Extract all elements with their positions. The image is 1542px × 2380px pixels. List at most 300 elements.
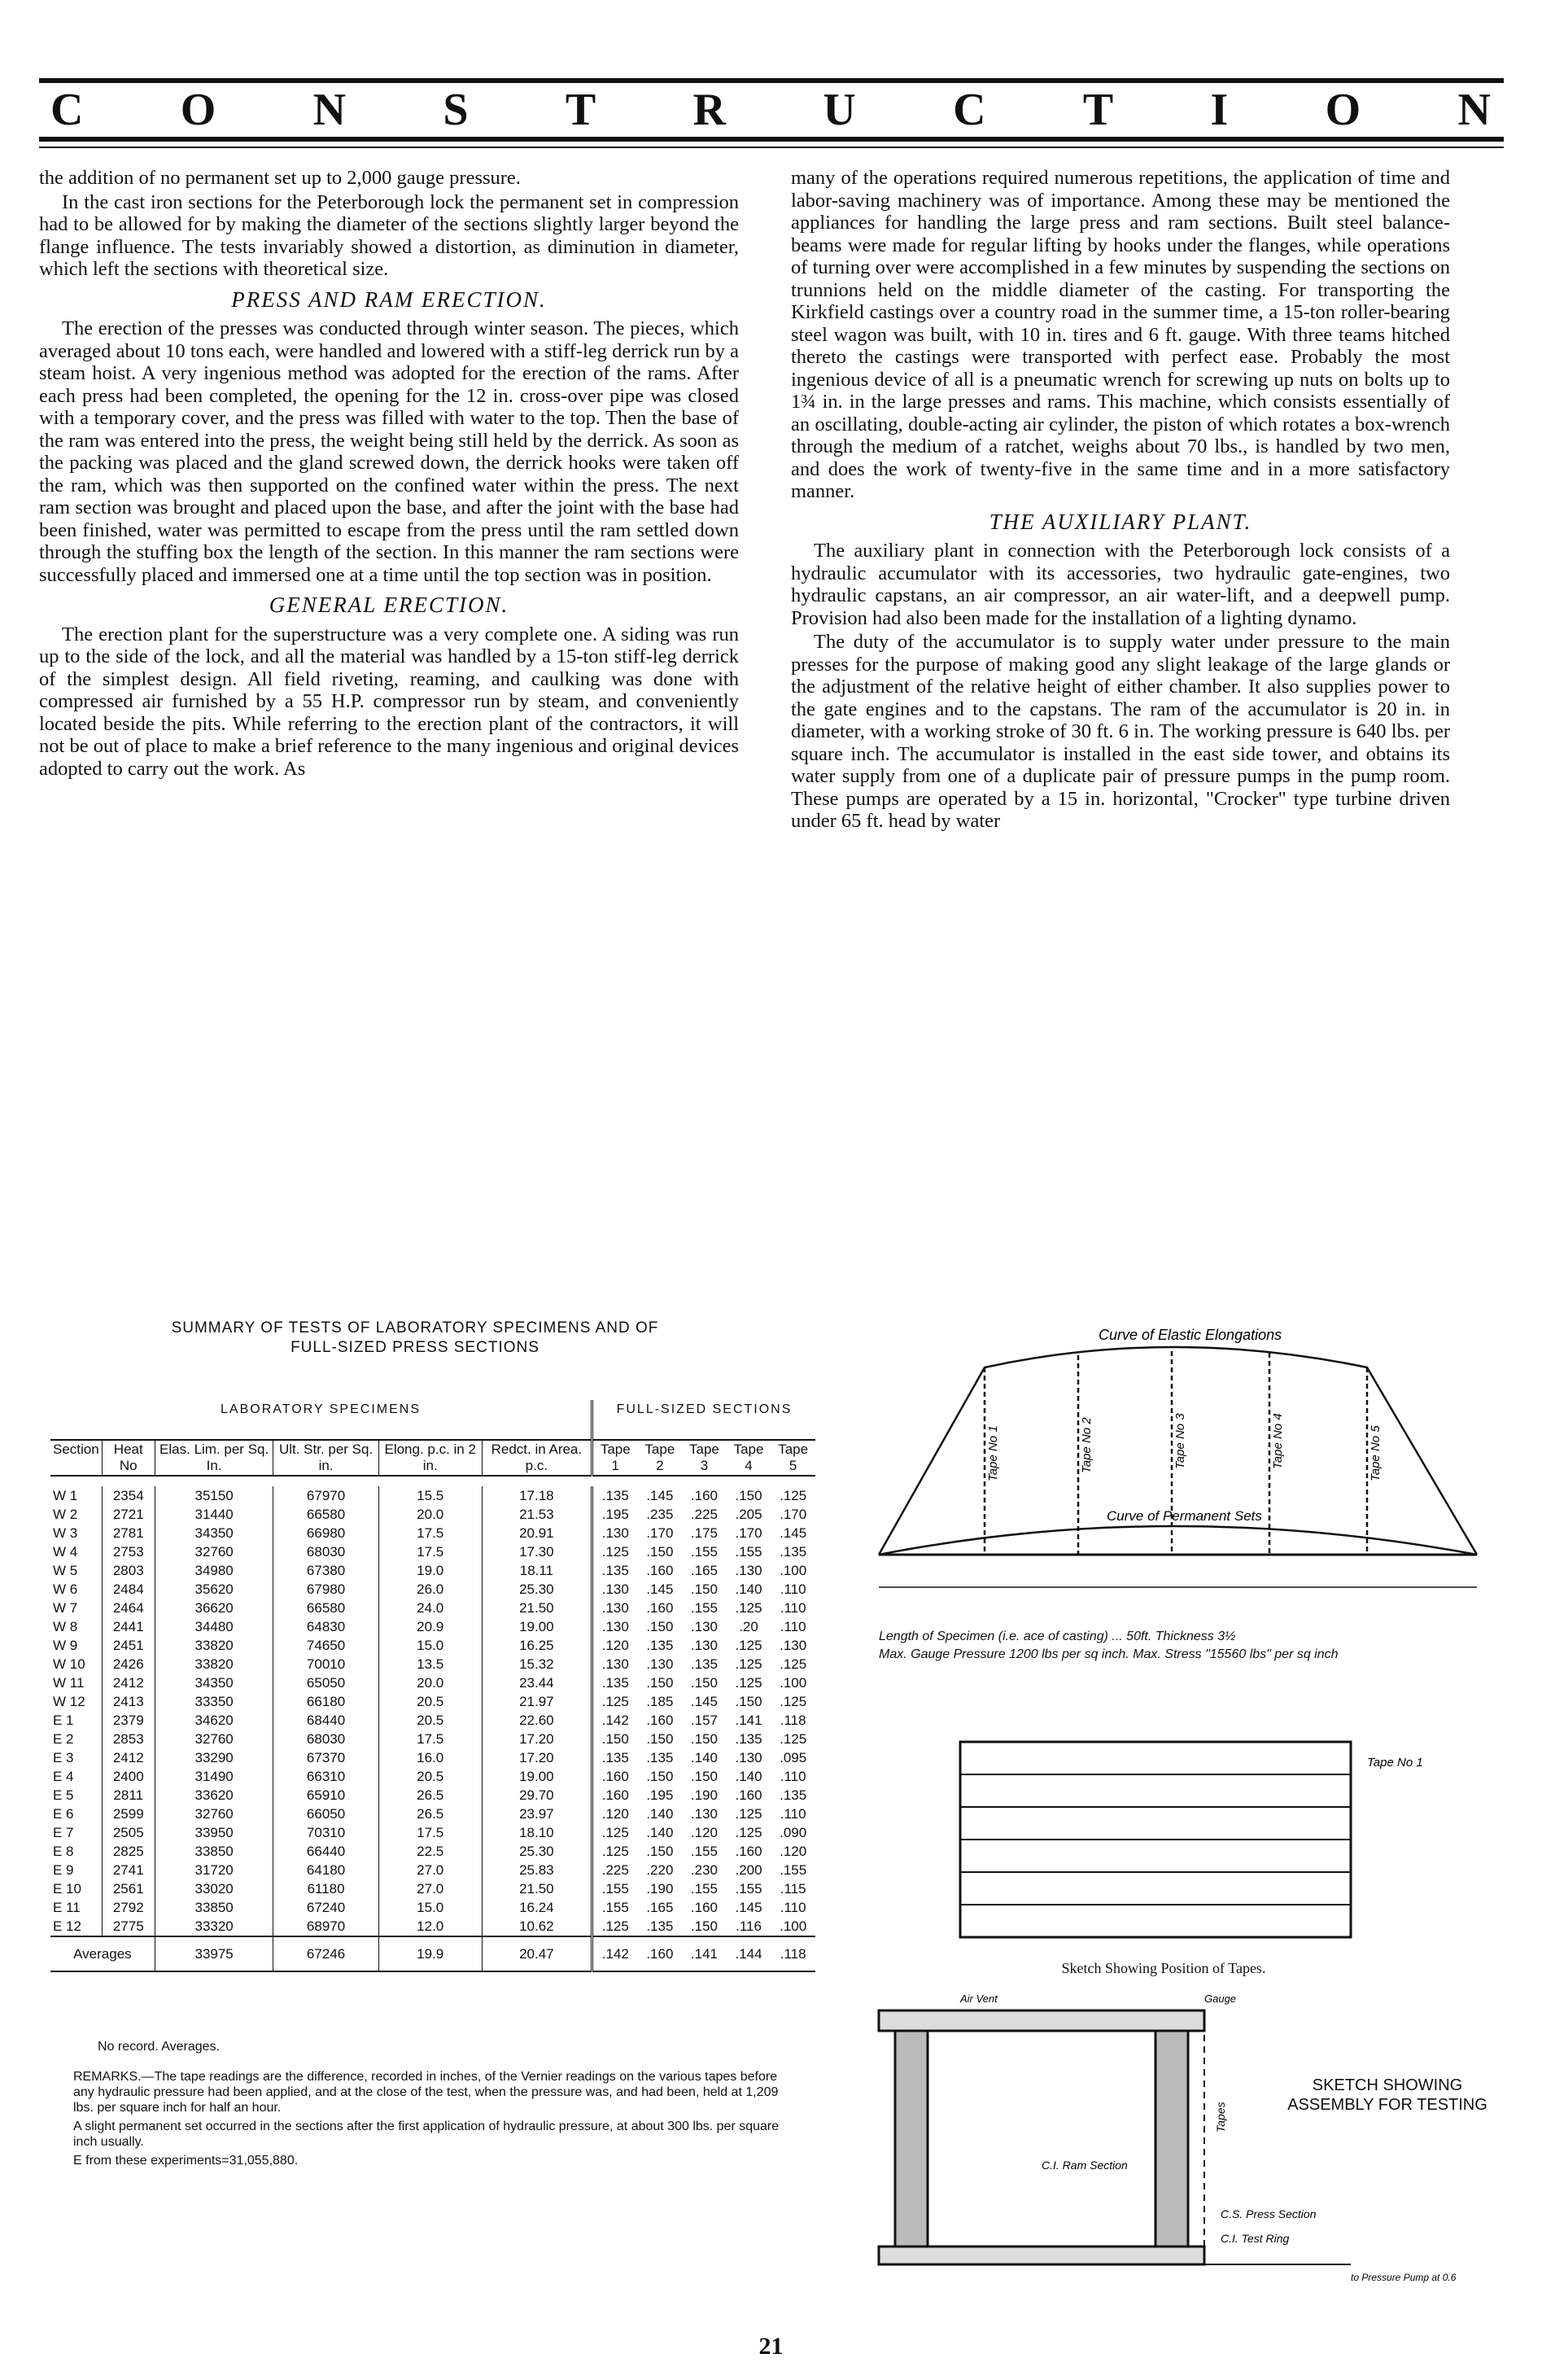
table-cell: 32760 [155, 1805, 273, 1823]
table-cell: 64180 [273, 1861, 378, 1879]
table-cell: E 5 [50, 1786, 102, 1805]
table-cell: .141 [735, 1713, 762, 1728]
table-cell: 33820 [155, 1636, 273, 1655]
table-cell: 2412 [102, 1748, 155, 1767]
table-cell: .195 [646, 1787, 674, 1803]
table-cell: 13.5 [378, 1655, 482, 1673]
table-cell: E 1 [50, 1711, 102, 1730]
table-cell: .140 [735, 1769, 762, 1784]
right-column [791, 167, 1450, 834]
masthead [39, 78, 1504, 142]
table-body [50, 1476, 815, 1971]
table-cell: .235 [646, 1507, 674, 1522]
spacer-cell [378, 1476, 482, 1486]
table-cell: 2803 [102, 1561, 155, 1580]
table-cell: .110 [780, 1600, 806, 1616]
table-cell: 34350 [155, 1673, 273, 1692]
averages-cell: .118 [771, 1936, 815, 1971]
table-cell: 22.60 [482, 1711, 592, 1730]
column-header: Heat No [102, 1440, 155, 1476]
heading-press-ram-erection: PRESS AND RAM ERECTION. [231, 287, 547, 312]
table-cell: .130 [690, 1638, 718, 1653]
table-cell: .150 [646, 1675, 674, 1691]
table-cell: 32760 [155, 1730, 273, 1748]
table-cell: 18.11 [482, 1561, 592, 1580]
table-cell: 12.0 [378, 1917, 482, 1936]
table-cell: 17.5 [378, 1524, 482, 1542]
table-cell: 20.5 [378, 1767, 482, 1786]
table-cell: 33850 [155, 1898, 273, 1917]
masthead-letter: R [692, 85, 727, 135]
table-cell: 26.5 [378, 1805, 482, 1823]
table-cell: .165 [690, 1563, 718, 1578]
table-cell: W 9 [50, 1636, 102, 1655]
table-cell: 19.00 [482, 1617, 592, 1636]
left-paragraph-2: In the cast iron sections for the Peterborough lock the permanent set in compression had to be allowed for by making the diameter of the sections slightly larger beyond the flange influence. The tests invariably showed a distortion, as diminution in diameter, which left the sections with theoretical size. [39, 190, 739, 280]
table-cell: .130 [601, 1619, 629, 1634]
table-row [50, 1842, 815, 1861]
table-cell: .190 [690, 1787, 718, 1803]
table-cell: 21.53 [482, 1505, 592, 1524]
table-cell: .150 [646, 1544, 674, 1560]
table-header-row [50, 1440, 815, 1476]
table-cell: .155 [690, 1844, 718, 1859]
assembly-sketch-title: SKETCH SHOWING ASSEMBLY FOR TESTING [1287, 2076, 1487, 2114]
table-cell: 34350 [155, 1524, 273, 1542]
masthead-rule [39, 147, 1504, 148]
table-cell: 2354 [102, 1486, 155, 1505]
spacer-cell [155, 1476, 273, 1486]
table-cell: .150 [690, 1769, 718, 1784]
table-cell: .125 [601, 1918, 629, 1934]
table-cell: 20.91 [482, 1524, 592, 1542]
table-cell: 23.97 [482, 1805, 592, 1823]
table-cell: .160 [735, 1787, 762, 1803]
table-cell: 27.0 [378, 1879, 482, 1898]
table-cell: 2721 [102, 1505, 155, 1524]
table-cell: .110 [780, 1619, 806, 1634]
right-wall [1155, 2031, 1188, 2251]
table-cell: .190 [646, 1881, 674, 1897]
table-cell: W 10 [50, 1655, 102, 1673]
table-cell: 2753 [102, 1542, 155, 1561]
table-cell: 34480 [155, 1617, 273, 1636]
table-cell: W 4 [50, 1542, 102, 1561]
table-cell: 23.44 [482, 1673, 592, 1692]
table-cell: .145 [646, 1582, 674, 1597]
table-row [50, 1711, 815, 1730]
table-row [50, 1524, 815, 1542]
table-cell: 17.18 [482, 1486, 592, 1505]
table-row [50, 1823, 815, 1842]
table-cell: .130 [690, 1806, 718, 1822]
table-cell: .130 [735, 1563, 762, 1578]
right-paragraph-2: The auxiliary plant in connection with the Peterborough lock consists of a hydraulic accumulator with its accessories, two hydraulic gate-engines, two hydraulic capstans, an air compressor, an air water-lift, and a deepwell pump. Provision had also been made for the installation of a lighting dynamo. [791, 540, 1450, 629]
table-row [50, 1636, 815, 1655]
table-title [65, 1319, 765, 1358]
tape-position-sketch [911, 1709, 1423, 1970]
tape-label-1: Tape No 1 [986, 1425, 1000, 1481]
table-title-line-2: FULL-SIZED PRESS SECTIONS [290, 1339, 539, 1356]
table-cell: .140 [646, 1825, 674, 1840]
table-cell: .125 [601, 1825, 629, 1840]
table-cell: 66980 [273, 1524, 378, 1542]
column-header: Elong. p.c. in 2 in. [378, 1440, 482, 1476]
table-cell: 36620 [155, 1599, 273, 1617]
table-cell: 17.5 [378, 1730, 482, 1748]
left-paragraph-4: The erection plant for the superstructure was a very complete one. A siding was run up to the side of the lock, and all the material was handled by a 15-ton stiff-leg derrick of the simplest design. All field riveting, reaming, and caulking was done with compressed air furnished by a 55 H.P. compressor run by steam, and conveniently located beside the pits. While referring to the erection plant of the contractors, it will not be out of place to make a brief reference to the many ingenious and original devices adopted to carry out the work. As [39, 623, 739, 780]
table-cell: 35620 [155, 1580, 273, 1599]
tape-sketch-caption: Sketch Showing Position of Tapes. [1061, 1960, 1266, 1976]
table-cell: 17.30 [482, 1542, 592, 1561]
table-cell: .110 [780, 1769, 806, 1784]
table-cell: .115 [780, 1881, 806, 1897]
table-cell: 18.10 [482, 1823, 592, 1842]
table-cell: 29.70 [482, 1786, 592, 1805]
table-cell: 33020 [155, 1879, 273, 1898]
table-cell: .150 [646, 1844, 674, 1859]
table-row [50, 1879, 815, 1898]
table-spacer [50, 1476, 815, 1486]
table-cell: 15.0 [378, 1898, 482, 1917]
table-cell: 68030 [273, 1542, 378, 1561]
table-cell: .125 [735, 1656, 762, 1672]
table-cell: W 2 [50, 1505, 102, 1524]
table-cell: 15.0 [378, 1636, 482, 1655]
permanent-set-curve [879, 1526, 1477, 1555]
table-cell: 2853 [102, 1730, 155, 1748]
masthead-letter: N [1457, 85, 1492, 135]
masthead-letter: N [312, 85, 348, 135]
left-paragraph-1: the addition of no permanent set up to 2,000 gauge pressure. [39, 167, 521, 189]
table-cell: E 11 [50, 1898, 102, 1917]
table-cell: .120 [601, 1638, 629, 1653]
table-cell: .125 [780, 1694, 807, 1709]
table-row [50, 1617, 815, 1636]
table-cell: 2561 [102, 1879, 155, 1898]
table-cell: .170 [735, 1525, 762, 1541]
table-cell: .125 [735, 1806, 762, 1822]
table-cell: 2775 [102, 1917, 155, 1936]
table-cell: .160 [735, 1844, 762, 1859]
permanent-curve-label: Curve of Permanent Sets [1107, 1508, 1262, 1524]
table-cell: 15.5 [378, 1486, 482, 1505]
table-cell: W 3 [50, 1524, 102, 1542]
table-cell: .150 [601, 1731, 629, 1747]
table-row [50, 1505, 815, 1524]
table-cell: .160 [601, 1787, 629, 1803]
table-cell: 2413 [102, 1692, 155, 1711]
gauge-label: Gauge [1204, 1993, 1237, 2005]
table-cell: .195 [601, 1507, 629, 1522]
table-cell: W 7 [50, 1599, 102, 1617]
table-cell: .135 [601, 1488, 629, 1503]
table-cell: 66310 [273, 1767, 378, 1786]
table-cell: 2451 [102, 1636, 155, 1655]
table-cell: 2426 [102, 1655, 155, 1673]
table-row [50, 1580, 815, 1599]
air-vent-label: Air Vent [960, 1993, 998, 2005]
table-cell: 66580 [273, 1505, 378, 1524]
table-cell: E 9 [50, 1861, 102, 1879]
table-cell: W 11 [50, 1673, 102, 1692]
averages-cell: 67246 [273, 1936, 378, 1971]
table-cell: .090 [780, 1825, 807, 1840]
table-cell: 26.0 [378, 1580, 482, 1599]
table-cell: 32760 [155, 1542, 273, 1561]
table-cell: .120 [780, 1844, 807, 1859]
table-cell: .155 [690, 1600, 718, 1616]
table-cell: .20 [739, 1619, 758, 1634]
spacer-cell [682, 1476, 727, 1486]
table-row [50, 1861, 815, 1879]
test-assembly-sketch [863, 1986, 1497, 2287]
tapes-label: Tapes [1214, 2102, 1227, 2133]
table-cell: .120 [601, 1806, 629, 1822]
table-cell: .110 [780, 1806, 806, 1822]
averages-cell: 20.47 [482, 1936, 592, 1971]
table-row [50, 1767, 815, 1786]
spacer-cell [592, 1476, 638, 1486]
table-row [50, 1898, 815, 1917]
test-ring-label: C.I. Test Ring [1221, 2232, 1290, 2245]
elastic-curve-label: Curve of Elastic Elongations [1099, 1327, 1282, 1343]
table-cell: 2464 [102, 1599, 155, 1617]
table-cell: .135 [735, 1731, 762, 1747]
table-cell: 34620 [155, 1711, 273, 1730]
table-cell: 20.0 [378, 1505, 482, 1524]
group-header-laboratory: LABORATORY SPECIMENS [50, 1400, 592, 1440]
table-row [50, 1561, 815, 1580]
column-header: Redct. in Area. p.c. [482, 1440, 592, 1476]
table-cell: 20.0 [378, 1673, 482, 1692]
table-cell: .140 [646, 1806, 674, 1822]
table-cell: 2781 [102, 1524, 155, 1542]
permanent-set-note: A slight permanent set occurred in the sections after the first application of hydraulic pressure, at about 300 lbs. per square inch usually. [73, 2120, 780, 2149]
table-cell: 20.5 [378, 1692, 482, 1711]
table-cell: 25.30 [482, 1580, 592, 1599]
tape-label-3: Tape No 3 [1173, 1413, 1187, 1469]
table-cell: 2825 [102, 1842, 155, 1861]
table-cell: .100 [780, 1918, 807, 1934]
table-cell: 64830 [273, 1617, 378, 1636]
table-row [50, 1655, 815, 1673]
averages-cell: .144 [727, 1936, 771, 1971]
table-cell: W 1 [50, 1486, 102, 1505]
table-cell: 65910 [273, 1786, 378, 1805]
table-row [50, 1542, 815, 1561]
spacer-cell [727, 1476, 771, 1486]
left-paragraph-3: The erection of the presses was conducted through winter season. The pieces, which averaged about 10 tons each, were handled and lowered with a stiff-leg derrick run by a steam hoist. A very ingenious method was adopted for the erection of the rams. After each press had been completed, the opening for the 12 in. cross-over pipe was closed with a temporary cover, and the press was filled with water to the top. Then the base of the ram was entered into the press, the weight being still held by the derrick. As soon as the packing was placed and the gland screwed down, the derrick hooks were taken off the ram, which was then supported on the confined water within the press. The next ram section was brought and placed upon the base, and after the joint with the base had been finished, water was permitted to escape from the press until the ram settled down through the stuffing box the length of the section. In this manner the ram sections were successfully placed and immersed one at a time until the top section was in position. [39, 317, 739, 586]
table-cell: .125 [780, 1656, 807, 1672]
table-cell: E 8 [50, 1842, 102, 1861]
table-cell: E 10 [50, 1879, 102, 1898]
table-cell: 25.83 [482, 1861, 592, 1879]
table-cell: .125 [735, 1825, 762, 1840]
page-number: 21 [758, 2333, 784, 2360]
table-cell: .100 [780, 1563, 807, 1578]
table-cell: .150 [646, 1769, 674, 1784]
table-cell: .150 [690, 1675, 718, 1691]
table-cell: 74650 [273, 1636, 378, 1655]
table-cell: E 6 [50, 1805, 102, 1823]
averages-cell: Averages [50, 1936, 155, 1971]
table-cell: .150 [646, 1731, 674, 1747]
table-cell: 66180 [273, 1692, 378, 1711]
tape-label-2: Tape No 2 [1080, 1417, 1094, 1473]
table-cell: 22.5 [378, 1842, 482, 1861]
table-cell: .160 [646, 1563, 674, 1578]
table-cell: .155 [690, 1881, 718, 1897]
table-cell: 19.00 [482, 1767, 592, 1786]
table-cell: 2599 [102, 1805, 155, 1823]
table-cell: .125 [601, 1694, 629, 1709]
table-cell: 26.5 [378, 1786, 482, 1805]
averages-cell: .141 [682, 1936, 727, 1971]
table-cell: .125 [735, 1638, 762, 1653]
table-cell: E 2 [50, 1730, 102, 1748]
table-cell: .150 [690, 1582, 718, 1597]
table-cell: .150 [646, 1619, 674, 1634]
table-row [50, 1673, 815, 1692]
table-cell: .125 [601, 1844, 629, 1859]
averages-cell: .142 [592, 1936, 638, 1971]
table-cell: .135 [601, 1563, 629, 1578]
table-cell: W 8 [50, 1617, 102, 1636]
table-cell: .135 [601, 1750, 629, 1765]
table-cell: W 12 [50, 1692, 102, 1711]
table-cell: 34980 [155, 1561, 273, 1580]
table-cell: .155 [735, 1881, 762, 1897]
table-cell: 10.62 [482, 1917, 592, 1936]
table-cell: 20.9 [378, 1617, 482, 1636]
table-cell: 31490 [155, 1767, 273, 1786]
table-cell: .135 [646, 1638, 674, 1653]
table-cell: 2379 [102, 1711, 155, 1730]
table-cell: 67240 [273, 1898, 378, 1917]
table-cell: 25.30 [482, 1842, 592, 1861]
masthead-letter: O [1325, 85, 1363, 135]
table-cell: .130 [646, 1656, 674, 1672]
table-cell: .125 [735, 1600, 762, 1616]
press-section-label: C.S. Press Section [1221, 2207, 1317, 2220]
table-cell: 68970 [273, 1917, 378, 1936]
table-cell: 70010 [273, 1655, 378, 1673]
table-cell: .135 [601, 1675, 629, 1691]
table-cell: .155 [690, 1544, 718, 1560]
averages-row [50, 1936, 815, 1971]
table-row [50, 1805, 815, 1823]
table-cell: .110 [780, 1582, 806, 1597]
table-cell: 31440 [155, 1505, 273, 1524]
table-cell: 20.5 [378, 1711, 482, 1730]
spacer-cell [482, 1476, 592, 1486]
table-cell: .145 [690, 1694, 718, 1709]
table-cell: .135 [690, 1656, 718, 1672]
column-header: Tape 3 [682, 1440, 727, 1476]
table-cell: .145 [735, 1900, 762, 1915]
table-cell: 16.24 [482, 1898, 592, 1917]
table-cell: 33950 [155, 1823, 273, 1842]
table-row [50, 1917, 815, 1936]
ram-section-label: C.I. Ram Section [1042, 2159, 1128, 2172]
table-cell: 33850 [155, 1842, 273, 1861]
spacer-cell [50, 1476, 102, 1486]
table-cell: E 7 [50, 1823, 102, 1842]
table-cell: 2792 [102, 1898, 155, 1917]
table-cell: 33820 [155, 1655, 273, 1673]
test-ring [879, 2247, 1204, 2264]
table-cell: .225 [601, 1862, 629, 1878]
table-cell: .116 [736, 1918, 762, 1934]
table-cell: W 6 [50, 1580, 102, 1599]
table-cell: 17.20 [482, 1748, 592, 1767]
table-cell: .145 [646, 1488, 674, 1503]
table-cell: 33620 [155, 1786, 273, 1805]
table-cell: 15.32 [482, 1655, 592, 1673]
table-cell: 66580 [273, 1599, 378, 1617]
table-cell: 27.0 [378, 1861, 482, 1879]
column-header: Tape 2 [638, 1440, 683, 1476]
table-cell: 17.5 [378, 1823, 482, 1842]
table-cell: .230 [690, 1862, 718, 1878]
spacer-cell [638, 1476, 683, 1486]
table-title-line-1: SUMMARY OF TESTS OF LABORATORY SPECIMENS AND OF [171, 1319, 659, 1337]
left-column [39, 167, 739, 781]
table-cell: E 3 [50, 1748, 102, 1767]
column-header: Tape 5 [771, 1440, 815, 1476]
right-paragraph-3: The duty of the accumulator is to supply water under pressure to the main presses for the purpose of making good any slight leakage of the large glands or the adjustment of the relative height of either chamber. It also supplies power to the gate engines and to the capstans. The ram of the accumulator is 20 in. in diameter, with a working stroke of 30 ft. 6 in. The working pressure is 640 lbs. per square inch. The accumulator is installed in the east side tower, and obtains its water supply from one of a duplicate pair of pressure pumps in the pump room. These pumps are operated by a 15 in. horizontal, "Crocker" type turbine driven under 65 ft. head by water [791, 631, 1450, 832]
table-cell: .135 [780, 1787, 807, 1803]
table-cell: 67980 [273, 1580, 378, 1599]
tape-position-label: Tape No 1 [1367, 1756, 1423, 1770]
table-cell: .125 [601, 1544, 629, 1560]
left-wall [895, 2031, 928, 2251]
table-cell: .160 [646, 1713, 674, 1728]
table-cell: 31720 [155, 1861, 273, 1879]
table-cell: .135 [780, 1544, 807, 1560]
table-cell: .185 [646, 1694, 674, 1709]
table-row [50, 1786, 815, 1805]
table-cell: .155 [780, 1862, 807, 1878]
table-cell: .160 [646, 1600, 674, 1616]
table-cell: 2505 [102, 1823, 155, 1842]
spacer-cell [273, 1476, 378, 1486]
table-cell: 67970 [273, 1486, 378, 1505]
table-cell: 70310 [273, 1823, 378, 1842]
table-cell: 2741 [102, 1861, 155, 1879]
spacer-cell [102, 1476, 155, 1486]
right-paragraph-1: many of the operations required numerous repetitions, the application of time and labor-saving machinery was of importance. Among these may be mentioned the appliances for handling the large press and ram sections. Built steel balance-beams were made for regular lifting by hooks under the flanges, while operations of turning over were accomplished in a few minutes by suspending the sections on trunnions held on the middle diameter of the casting. For transporting the Kirkfield castings over a country road in the summer time, a 15-ton roller-bearing steel wagon was built, with 10 in. tires and 6 ft. gauge. With three teams hitched thereto the castings were transported with perfect ease. Probably the most ingenious device of all is a pneumatic wrench for screwing up nuts on bolts up to 1¾ in. in the large presses and rams. This machine, which consists essentially of an oscillating, double-acting air cylinder, the piston of which rotates a box-wrench through the medium of a ratchet, weighs about 70 lbs., is handled by two men, and does the work of twenty-five in the same time and in a more satisfactory manner. [791, 167, 1450, 502]
table-cell: .130 [601, 1582, 629, 1597]
table-cell: .135 [646, 1750, 674, 1765]
pressure-pump-label: to Pressure Pump at 0.6 [1351, 2272, 1457, 2283]
table-cell: .142 [601, 1713, 629, 1728]
masthead-letter: O [180, 85, 218, 135]
averages-cell: .160 [638, 1936, 683, 1971]
tape-label-5: Tape No 5 [1369, 1425, 1383, 1481]
table-cell: 17.5 [378, 1542, 482, 1561]
column-header: Section [50, 1440, 102, 1476]
table-cell: .125 [780, 1731, 807, 1747]
table-cell: 2412 [102, 1673, 155, 1692]
table-cell: E 12 [50, 1917, 102, 1936]
table-cell: .110 [780, 1900, 806, 1915]
table-cell: 33290 [155, 1748, 273, 1767]
remarks-note: REMARKS.—The tape readings are the difference, recorded in inches, of the Vernier readings on the various tapes before any hydraulic pressure had been applied, and at the close of the test, when the pressure was, and had been, held at 1,209 lbs. per square inch for half an hour. [73, 2070, 779, 2115]
table-cell: .225 [690, 1507, 718, 1522]
table-cell: .157 [690, 1713, 718, 1728]
